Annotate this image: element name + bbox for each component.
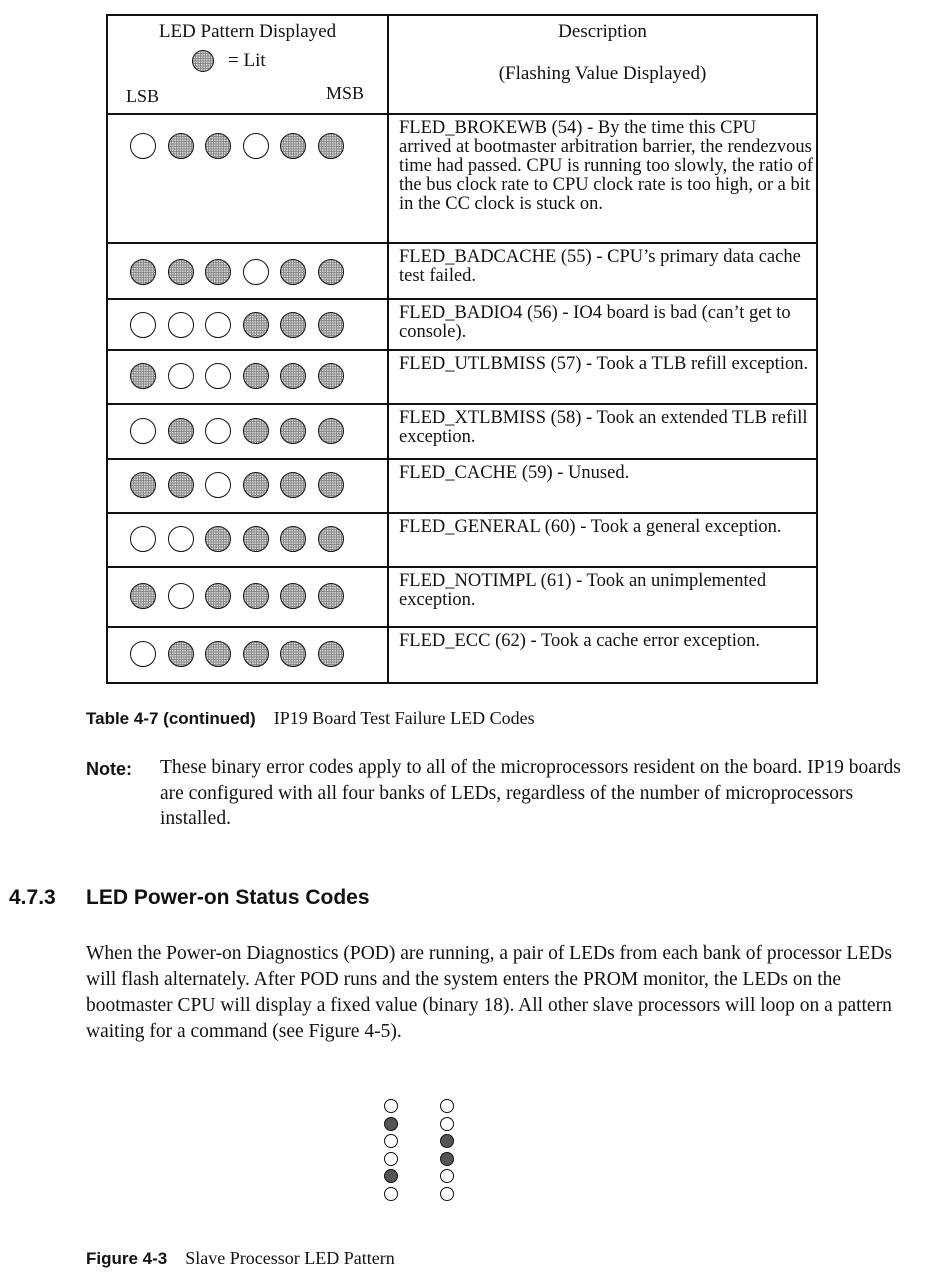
led-unlit-icon bbox=[168, 526, 194, 552]
section-title: LED Power-on Status Codes bbox=[86, 886, 370, 909]
row-description: FLED_UTLBMISS (57) - Took a TLB refill exception. bbox=[399, 354, 809, 374]
led-unlit-icon bbox=[384, 1187, 398, 1201]
led-unlit-icon bbox=[243, 259, 269, 285]
led-lit-icon bbox=[318, 259, 344, 285]
led-lit-icon bbox=[440, 1152, 454, 1166]
led-lit-icon bbox=[205, 641, 231, 667]
figure-caption-label: Figure 4-3 bbox=[86, 1249, 168, 1268]
led-pattern bbox=[130, 418, 344, 444]
led-unlit-icon bbox=[205, 363, 231, 389]
header-led-pattern: LED Pattern Displayed bbox=[158, 21, 337, 42]
led-lit-icon bbox=[280, 133, 306, 159]
row-description: FLED_CACHE (59) - Unused. bbox=[399, 463, 630, 483]
note-text: These binary error codes apply to all of the microprocessors resident on the board. IP19 boards are configured with all four banks of LEDs, regardless of the number of microprocessors installed. bbox=[160, 757, 901, 829]
led-unlit-icon bbox=[130, 312, 156, 338]
table-row bbox=[108, 298, 816, 351]
led-pattern bbox=[130, 259, 344, 285]
led-pattern bbox=[130, 641, 344, 667]
header-flashing: (Flashing Value Displayed) bbox=[498, 63, 707, 84]
led-lit-icon bbox=[280, 526, 306, 552]
table-caption-text: IP19 Board Test Failure LED Codes bbox=[273, 708, 535, 728]
led-unlit-icon bbox=[440, 1117, 454, 1131]
led-pattern bbox=[130, 472, 344, 498]
led-lit-icon bbox=[168, 472, 194, 498]
led-unlit-icon bbox=[130, 418, 156, 444]
body-paragraph: When the Power-on Diagnostics (POD) are running, a pair of LEDs from each bank of processor LEDs will flash alternately. After POD runs and the system enters the PROM monitor, the LEDs on the bootmaster CPU will display a fixed value (binary 18). All other slave processors will loop on a pattern waiting for a command (see Figure 4-5). bbox=[86, 943, 892, 1042]
table-row bbox=[108, 113, 816, 244]
led-lit-icon bbox=[384, 1169, 398, 1183]
led-lit-icon bbox=[168, 133, 194, 159]
led-lit-icon bbox=[280, 363, 306, 389]
lit-legend bbox=[192, 50, 266, 72]
row-description: FLED_XTLBMISS (58) - Took an extended TLB refill exception. bbox=[399, 408, 808, 447]
led-unlit-icon bbox=[168, 312, 194, 338]
led-pattern bbox=[130, 312, 344, 338]
led-pattern bbox=[130, 583, 344, 609]
led-unlit-icon bbox=[130, 526, 156, 552]
table-row bbox=[108, 458, 816, 514]
led-unlit-icon bbox=[205, 418, 231, 444]
led-pattern bbox=[130, 133, 344, 159]
led-lit-icon bbox=[243, 363, 269, 389]
led-lit-icon bbox=[205, 526, 231, 552]
led-unlit-icon bbox=[130, 641, 156, 667]
led-bank-column bbox=[384, 1099, 398, 1201]
led-lit-icon bbox=[205, 583, 231, 609]
led-lit-icon bbox=[243, 641, 269, 667]
led-unlit-icon bbox=[205, 312, 231, 338]
led-lit-icon bbox=[384, 1117, 398, 1131]
led-lit-icon bbox=[280, 583, 306, 609]
led-codes-table bbox=[106, 14, 818, 684]
led-lit-icon bbox=[280, 641, 306, 667]
led-lit-icon bbox=[168, 259, 194, 285]
table-caption bbox=[86, 708, 535, 729]
led-lit-icon bbox=[243, 472, 269, 498]
led-unlit-icon bbox=[168, 363, 194, 389]
led-unlit-icon bbox=[384, 1152, 398, 1166]
led-unlit-icon bbox=[168, 583, 194, 609]
led-unlit-icon bbox=[440, 1099, 454, 1113]
led-unlit-icon bbox=[205, 472, 231, 498]
led-lit-icon bbox=[318, 472, 344, 498]
led-unlit-icon bbox=[243, 133, 269, 159]
note-label: Note: bbox=[86, 759, 132, 779]
lit-led-icon bbox=[192, 50, 214, 72]
led-lit-icon bbox=[318, 583, 344, 609]
row-description: FLED_BROKEWB (54) - By the time this CPU arrived at bootmaster arbitration barrier, the rendezvous time had passed. CPU is running too slowly, the ratio of the bus clock rate to CPU clock rate is too high, or a bit in the CC clock is stuck on. bbox=[399, 118, 813, 214]
led-lit-icon bbox=[130, 472, 156, 498]
led-lit-icon bbox=[318, 418, 344, 444]
led-bank-column bbox=[440, 1099, 454, 1201]
led-lit-icon bbox=[130, 363, 156, 389]
led-lit-icon bbox=[168, 641, 194, 667]
led-lit-icon bbox=[318, 312, 344, 338]
led-unlit-icon bbox=[384, 1099, 398, 1113]
table-row bbox=[108, 403, 816, 460]
led-lit-icon bbox=[130, 259, 156, 285]
header-msb: MSB bbox=[326, 83, 365, 103]
lit-legend-label: = Lit bbox=[228, 50, 266, 71]
row-description: FLED_BADCACHE (55) - CPU’s primary data cache test failed. bbox=[399, 247, 801, 286]
column-divider bbox=[387, 16, 389, 682]
led-pattern bbox=[130, 526, 344, 552]
table-row bbox=[108, 242, 816, 300]
led-lit-icon bbox=[243, 583, 269, 609]
table-row bbox=[108, 349, 816, 405]
row-description: FLED_NOTIMPL (61) - Took an unimplemented exception. bbox=[399, 571, 767, 610]
led-lit-icon bbox=[280, 312, 306, 338]
led-unlit-icon bbox=[440, 1169, 454, 1183]
figure-caption-text: Slave Processor LED Pattern bbox=[185, 1248, 395, 1268]
table-row bbox=[108, 626, 816, 682]
table-row bbox=[108, 512, 816, 568]
led-lit-icon bbox=[280, 418, 306, 444]
table-header bbox=[108, 16, 816, 115]
led-unlit-icon bbox=[384, 1134, 398, 1148]
section-number: 4.7.3 bbox=[9, 886, 56, 909]
led-pattern bbox=[130, 363, 344, 389]
led-lit-icon bbox=[318, 363, 344, 389]
led-lit-icon bbox=[243, 526, 269, 552]
led-lit-icon bbox=[280, 259, 306, 285]
led-lit-icon bbox=[168, 418, 194, 444]
row-description: FLED_GENERAL (60) - Took a general exception. bbox=[399, 517, 782, 537]
led-lit-icon bbox=[243, 418, 269, 444]
row-description: FLED_BADIO4 (56) - IO4 board is bad (can’t get to console). bbox=[399, 303, 791, 342]
row-description: FLED_ECC (62) - Took a cache error exception. bbox=[399, 631, 761, 651]
figure-caption bbox=[86, 1248, 395, 1269]
header-description: Description bbox=[558, 21, 647, 42]
led-lit-icon bbox=[280, 472, 306, 498]
table-row bbox=[108, 566, 816, 628]
led-lit-icon bbox=[440, 1134, 454, 1148]
led-lit-icon bbox=[318, 133, 344, 159]
led-unlit-icon bbox=[130, 133, 156, 159]
led-lit-icon bbox=[205, 133, 231, 159]
led-lit-icon bbox=[130, 583, 156, 609]
slave-led-figure bbox=[384, 1099, 454, 1201]
led-lit-icon bbox=[205, 259, 231, 285]
led-lit-icon bbox=[318, 526, 344, 552]
led-unlit-icon bbox=[440, 1187, 454, 1201]
led-lit-icon bbox=[243, 312, 269, 338]
led-lit-icon bbox=[318, 641, 344, 667]
table-caption-label: Table 4-7 (continued) bbox=[86, 709, 256, 728]
header-lsb: LSB bbox=[126, 86, 160, 106]
